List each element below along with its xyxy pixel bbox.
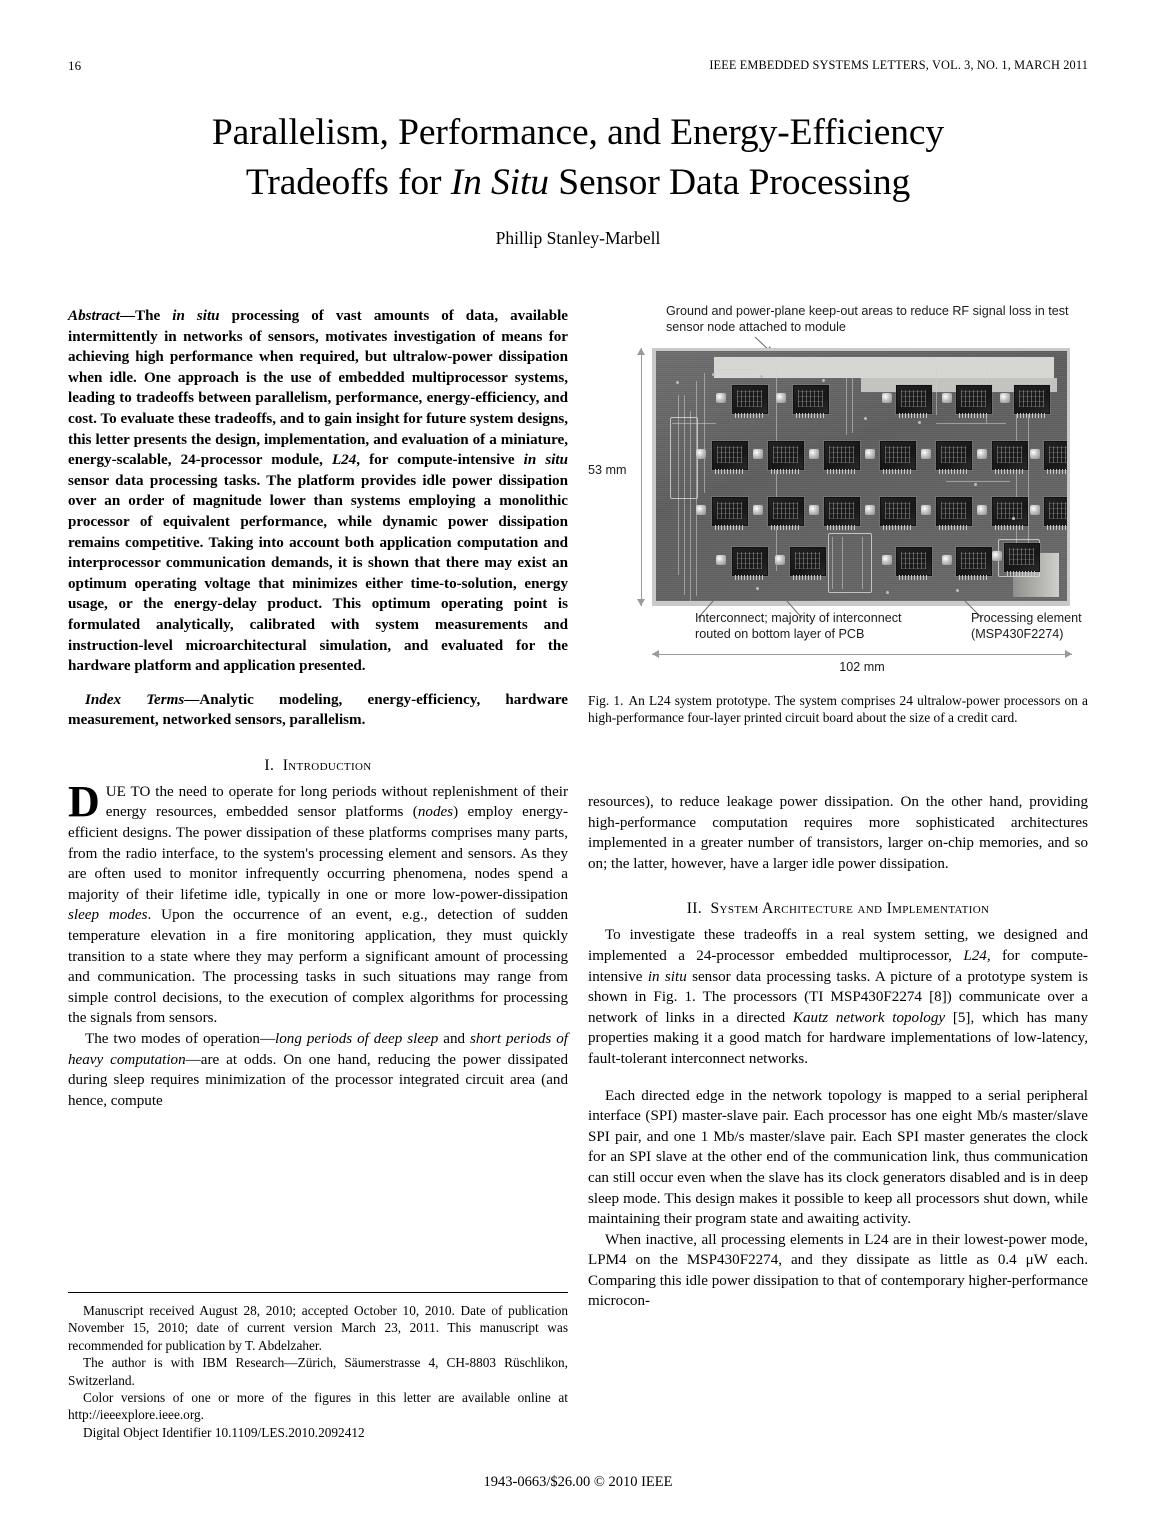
abstract-italic-2: L24: [331, 452, 357, 469]
pcb-trace: [936, 423, 1006, 424]
pcb-solder-pad: [696, 505, 706, 515]
abstract-dash: —: [120, 308, 136, 324]
pcb-via: [956, 589, 959, 592]
pcb-chip-processing-element: [1004, 543, 1040, 572]
abstract-body-2: processing of vast amounts of data, available intermittently in networks of sensors, motivates investigation of means for achieving high performance when required, but ultralow-power dissipation when idle. One approach is the use of embedded multiprocessor systems, leading to tradeoffs between parallelism, performance, energy-efficiency, and cost. To evaluate these tradeoffs, and to gain insight for future system designs, this letter presents the design, implementation, and evaluation of a miniature, energy-scalable, 24-processor module,: [68, 308, 568, 469]
intro-p1-b: ) employ energy-efficient designs. The power dissipation of these platforms comprises many parts, from the radio interface, to the system's processing element and sensors. As they are often used to monitor infrequently occurring phenomena, nodes spend a majority of their lifetime idle, typically in one or more low-power-dissipation: [68, 804, 568, 903]
title-block: [78, 108, 1078, 249]
intro-p2-a: The two modes of operation—: [85, 1031, 276, 1047]
abstract-paragraph: [68, 306, 568, 677]
footnote-color-versions: Color versions of one or more of the figures in this letter are available online at http://ieeexplore.ieee.org.: [68, 1390, 568, 1423]
left-column: [68, 306, 568, 1111]
intro-p1-italic-1: nodes: [417, 804, 454, 821]
pcb-chip: [956, 385, 992, 414]
sys-p1-d: [5], which has many properties making it a good match for hardware implementations of low-latency, fault-tolerant interconnect networks.: [588, 1009, 1088, 1067]
figure-annotation-processing-element: [971, 611, 1101, 642]
pcb-trace: [852, 375, 853, 433]
dimension-line-vertical: [641, 348, 642, 606]
index-terms-body: Analytic modeling, energy-efficiency, hardware measurement, networked sensors, parallelism.: [68, 691, 568, 729]
intro-p1-c: . Upon the occurrence of an event, e.g., detection of sudden temperature elevation in a fire monitoring application, they must quickly transition to a state where they may perform a significant amount of processing and communication. The processing tasks in such situations may range from simple control decisions, to the execution of complex algorithms for processing the signals from sensors.: [68, 907, 568, 1027]
intro-p2-italic-2: short periods of heavy computation: [68, 1031, 569, 1068]
section-title-1: Introduction: [282, 756, 372, 774]
title-line-2a: Tradeoffs for: [245, 162, 451, 203]
dimension-line-horizontal: [652, 654, 1072, 655]
pcb-solder-pad: [942, 393, 952, 403]
pcb-chip: [1044, 497, 1067, 526]
pcb-solder-pad: [921, 505, 931, 515]
pcb-solder-pad: [776, 393, 786, 403]
title-line-2-italic: In Situ: [450, 162, 549, 203]
abstract-italic-1: in situ: [172, 308, 220, 324]
section-heading-introduction: [68, 757, 568, 775]
intro-p1-a: UE TO the need to operate for long periods without replenishment of their energy resources, embedded sensor platforms (: [105, 783, 568, 821]
pcb-via: [676, 381, 679, 384]
pcb-via: [864, 417, 867, 420]
pcb-chip: [992, 441, 1028, 470]
sys-p1-italic-2: in situ: [647, 968, 687, 985]
footnote-author-affiliation: The author is with IBM Research—Zürich, Säumerstrasse 4, CH-8803 Rüschlikon, Switzerland.: [68, 1355, 568, 1388]
pcb-solder-pad: [942, 555, 952, 565]
abstract-label: Abstract: [68, 308, 120, 324]
pcb-via: [1012, 517, 1015, 520]
pcb-via: [886, 591, 889, 594]
author-name: Phillip Stanley-Marbell: [495, 228, 661, 248]
section-heading-system-architecture: [588, 900, 1088, 918]
pcb-chip: [1014, 385, 1050, 414]
title-line-1: Parallelism, Performance, and Energy-Efficiency: [211, 112, 945, 153]
page-number: 16: [68, 58, 82, 73]
pcb-chip: [824, 497, 860, 526]
footnote-doi: Digital Object Identifier 10.1109/LES.2010.2092412: [83, 1424, 365, 1440]
pcb-via: [760, 375, 763, 378]
sys-p1-b: , for compute-intensive: [588, 947, 1089, 985]
pcb-solder-pad: [1000, 393, 1010, 403]
pcb-chip: [936, 497, 972, 526]
pcb-chip: [880, 497, 916, 526]
pcb-solder-pad: [1030, 505, 1040, 515]
pcb-solder-pad: [865, 505, 875, 515]
pcb-trace: [704, 373, 705, 493]
footnote-block: [68, 1292, 568, 1441]
sys-p1-c: sensor data processing tasks. A picture of a prototype system is shown in Fig. 1. The processors (TI MSP430F2274 [8]) communicate over a network of links in a directed: [588, 968, 1089, 1026]
pcb-solder-pad: [882, 555, 892, 565]
pe-label-line-1: Processing element: [971, 611, 1082, 625]
pcb-solder-pad: [809, 505, 819, 515]
caption-text: An L24 system prototype. The system comprises 24 ultralow-power processors on a high-performance four-layer printed circuit board about the size of a credit card.: [588, 693, 1088, 726]
pcb-solder-pad: [882, 393, 892, 403]
running-head: [68, 58, 1088, 74]
section-number-2: II.: [686, 900, 703, 918]
index-terms-dash: —: [184, 691, 200, 708]
index-terms-label: Index Terms: [85, 691, 185, 708]
keepout-area-primary: [714, 357, 1054, 378]
footnote-manuscript: Manuscript received August 28, 2010; accepted October 10, 2010. Date of publication November 15, 2010; date of current version March 23, 2011. This manuscript was recommended for publication by T. Abdelzaher.: [68, 1303, 568, 1353]
right-paragraph-1: resources), to reduce leakage power dissipation. On the other hand, providing high-performance computation requires more sophisticated architectures implemented in a greater number of transistors, larger on-chip memories, and so on; the latter, however, have a larger idle power dissipation.: [588, 794, 1088, 872]
pcb-highlight-box: [828, 533, 872, 593]
pcb-solder-pad: [753, 505, 763, 515]
sysarch-paragraph-3: When inactive, all processing elements in L24 are in their lowest-power mode, LPM4 on the MSP430F2274, and they dissipate as little as 0.4 μW each. Comparing this idle power dissipation to that of contemporary higher-performance microcon-: [588, 1231, 1088, 1310]
pcb-chip: [936, 441, 972, 470]
pcb-chip: [896, 385, 932, 414]
index-terms-paragraph: [68, 690, 568, 731]
pcb-chip: [732, 385, 768, 414]
pcb-chip: [793, 385, 829, 414]
pe-label-line-2: (MSP430F2274): [971, 626, 1064, 641]
dimension-label-width: 102 mm: [839, 660, 885, 674]
pcb-solder-pad: [865, 449, 875, 459]
pcb-chip: [992, 497, 1028, 526]
pcb-solder-pad: [977, 449, 987, 459]
pcb-via: [822, 379, 825, 382]
journal-reference: IEEE EMBEDDED SYSTEMS LETTERS, VOL. 3, NO. 1, MARCH 2011: [709, 58, 1088, 72]
pcb-solder-pad: [921, 449, 931, 459]
pcb-chip: [1044, 441, 1067, 470]
pcb-chip: [732, 547, 768, 576]
figure-1: [588, 300, 1088, 685]
title-line-2b: Sensor Data Processing: [548, 162, 911, 203]
sys-p1-italic-3: Kautz network topology: [792, 1009, 946, 1026]
abstract-body-3: , for compute-intensive: [356, 452, 524, 469]
pcb-chip: [880, 441, 916, 470]
pcb-chip: [956, 547, 992, 576]
sysarch-paragraph-2: Each directed edge in the network topology is mapped to a serial peripheral interface (SPI) master-slave pair. Each processor has one eight Mb/s master/slave SPI pair, and one 1 Mb/s master/slave pair. Each SPI master generates the clock for an SPI slave at the other end of the communication link, thus communication can still occur even when the slave has its clock generators disabled and is in deep sleep mode. This design makes it possible to keep all processors shut down, while maintaining their program state and awaiting activity.: [588, 1087, 1088, 1228]
intro-p2-italic-1: long periods of deep sleep: [275, 1031, 439, 1047]
section-number-1: I.: [264, 756, 275, 774]
pcb-solder-pad: [992, 551, 1002, 561]
sys-p1-a: To investigate these tradeoffs in a real system setting, we designed and implemented a 24-processor embedded multiprocessor,: [588, 927, 1088, 964]
intro-p1-italic-2: sleep modes: [68, 907, 148, 924]
figure-annotation-interconnect: Interconnect; majority of interconnect routed on bottom layer of PCB: [695, 611, 902, 641]
drop-cap: D: [68, 776, 100, 826]
page-title: [78, 108, 1078, 208]
pcb-solder-pad: [809, 449, 819, 459]
figure-caption: [588, 692, 1088, 726]
pcb-via: [918, 421, 921, 424]
pcb-chip: [712, 441, 748, 470]
pcb-solder-pad: [775, 555, 785, 565]
abstract-body-4: sensor data processing tasks. The platform provides idle power dissipation over an order of magnitude lower than systems employing a monolithic processor of equivalent performance, while dynamic power dissipation remains competitive. Taking into account both application computation and interprocessor communication demands, it is shown that there may exist an optimum operating voltage that minimizes either time-to-solution, energy usage, or the energy-delay product. This optimum operating point is formulated analytically, calibrated with system measurements and instruction-level microarchitectural simulation, and evaluated for the hardware platform and application presented.: [68, 472, 568, 675]
dimension-label-height: 53 mm: [588, 463, 627, 477]
pcb-via: [756, 587, 759, 590]
intro-paragraph-2: [68, 1029, 568, 1111]
copyright-footer: 1943-0663/$26.00 © 2010 IEEE: [483, 1474, 673, 1490]
pcb-solder-pad: [716, 393, 726, 403]
pcb-chip: [712, 497, 748, 526]
pcb-via: [712, 373, 715, 376]
pcb-trace: [716, 369, 756, 370]
caption-label: Fig. 1.: [588, 693, 624, 708]
pcb-via: [974, 483, 977, 486]
right-column: [588, 792, 1088, 1312]
intro-p2-b: and: [438, 1031, 471, 1047]
sys-p1-italic-1: L24: [963, 947, 987, 964]
pcb-solder-pad: [753, 449, 763, 459]
pcb-trace: [936, 369, 937, 415]
pcb-photograph: [652, 348, 1070, 606]
pcb-chip: [768, 441, 804, 470]
section-title-2: System Architecture and Implementation: [710, 900, 990, 918]
figure-annotation-keepout: Ground and power-plane keep-out areas to reduce RF signal loss in test sensor node attached to module: [666, 304, 1069, 334]
pcb-chip: [824, 441, 860, 470]
pcb-solder-pad: [977, 505, 987, 515]
intro-p2-c: —are at odds. On one hand, reducing the power dissipated during sleep requires minimization of the processor integrated circuit area (and hence, compute: [68, 1051, 568, 1109]
pcb-chip: [896, 547, 932, 576]
pcb-solder-pad: [1030, 449, 1040, 459]
intro-paragraph-1: [68, 776, 568, 1029]
pcb-chip: [790, 547, 826, 576]
pcb-highlight-box: [670, 417, 698, 499]
abstract-body-1: The: [135, 308, 173, 324]
pcb-solder-pad: [716, 555, 726, 565]
pcb-chip: [768, 497, 804, 526]
abstract-italic-3: in situ: [523, 452, 568, 469]
pcb-board: [656, 351, 1067, 601]
pcb-trace: [946, 481, 1010, 482]
sysarch-paragraph-1: [588, 925, 1088, 1069]
pcb-trace: [846, 375, 847, 435]
pcb-solder-pad: [696, 449, 706, 459]
